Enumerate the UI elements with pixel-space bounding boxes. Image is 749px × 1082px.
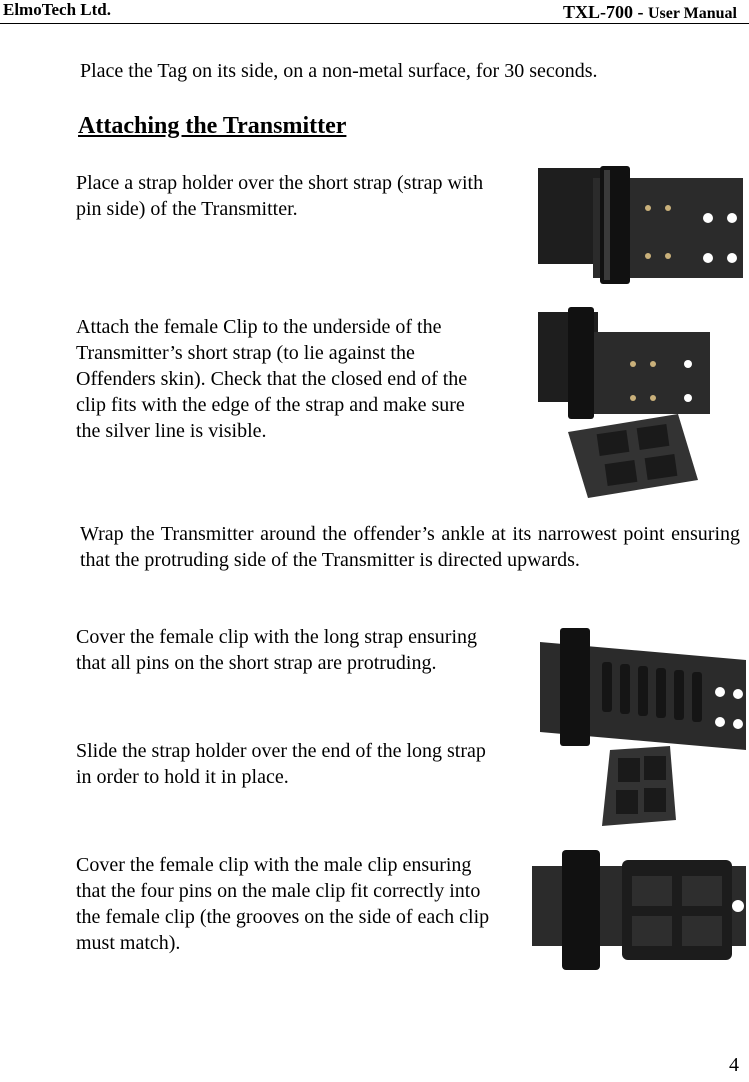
step-3-text: Wrap the Transmitter around the offender’s ankle at its narrowest point ensuring that the protruding side of the Transmitter is directed upwards.	[80, 523, 740, 571]
section-heading: Attaching the Transmitter	[78, 113, 347, 139]
page-number: 4	[729, 1054, 739, 1076]
intro-text: Place the Tag on its side, on a non-metal surface, for 30 seconds.	[80, 60, 598, 82]
step-2-text: Attach the female Clip to the underside of the Transmitter’s short strap (to lie against the Offenders skin). Check that the closed end of the clip fits with the edge of the strap and make sure the silver line is visible.	[76, 316, 468, 442]
step-4-text: Cover the female clip with the long strap ensuring that all pins on the short strap are protruding.	[76, 626, 478, 674]
step-6-text: Cover the female clip with the male clip ensuring that the four pins on the male clip fit correctly into the female clip (the grooves on the side of each clip must match).	[76, 854, 490, 954]
step-1-text: Place a strap holder over the short strap (strap with pin side) of the Transmitter.	[76, 172, 484, 220]
product-name: TXL-700 -	[562, 2, 648, 22]
step-5-text: Slide the strap holder over the end of the long strap in order to hold it in place.	[76, 740, 486, 788]
male-clip-image	[532, 846, 746, 984]
header-divider	[0, 23, 749, 24]
company-name: ElmoTech Ltd.	[3, 0, 112, 19]
strap-holder-image	[538, 160, 746, 288]
female-clip-image	[538, 302, 718, 502]
manual-label: User Manual	[647, 5, 737, 22]
manual-title	[563, 2, 737, 23]
long-strap-image	[540, 622, 746, 832]
